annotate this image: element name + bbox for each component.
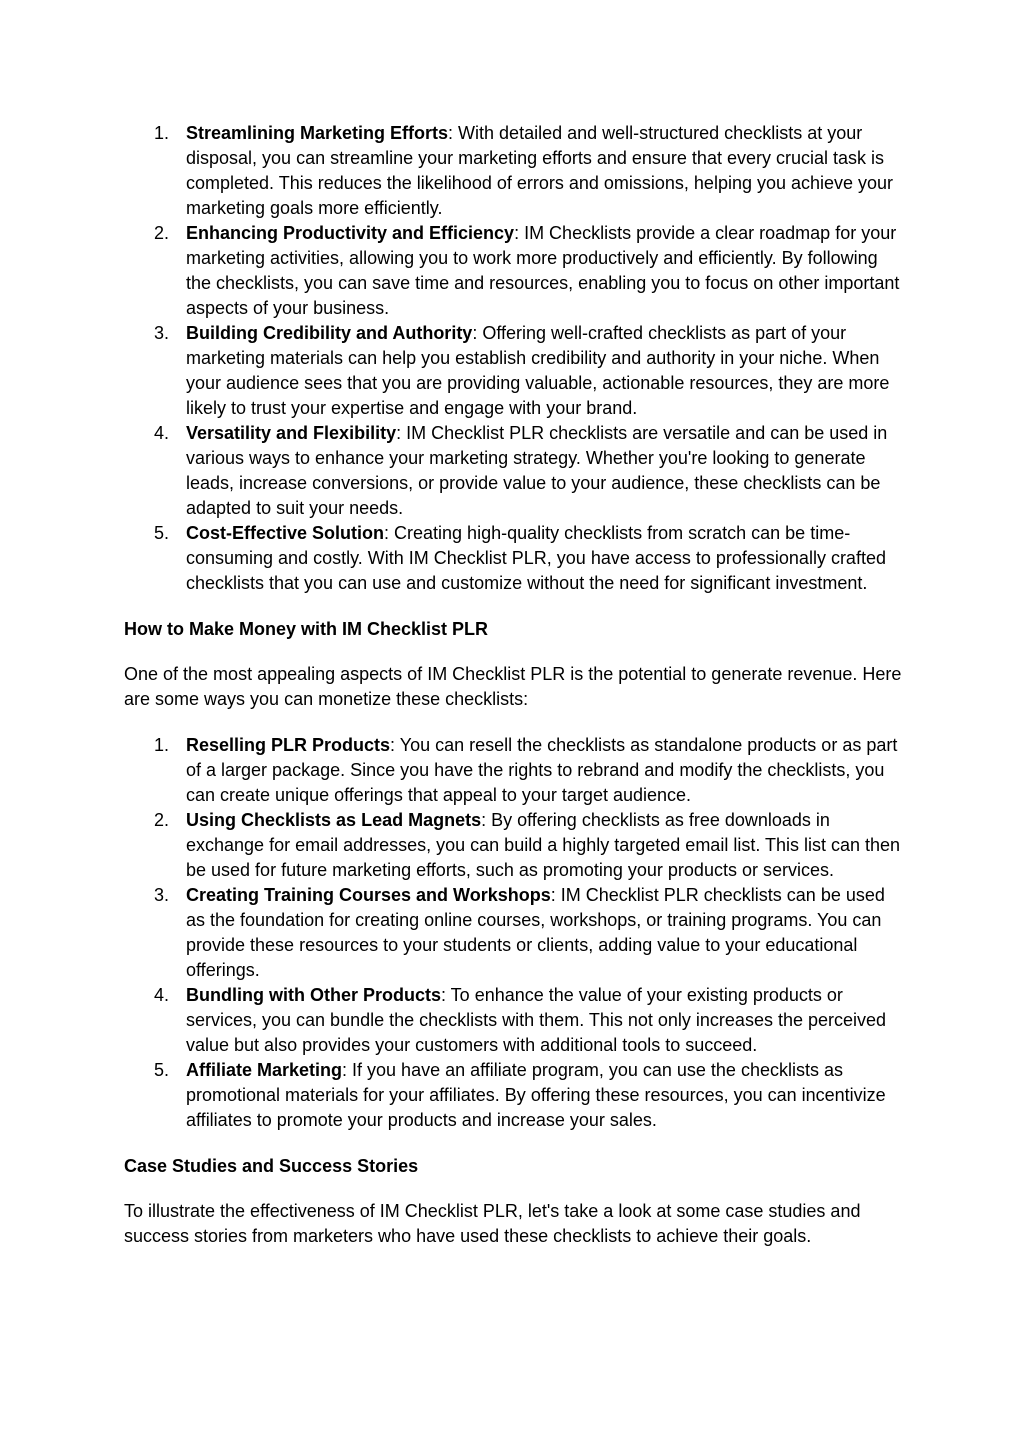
list-item-title: Enhancing Productivity and Efficiency	[186, 223, 515, 243]
list-number: 2.	[154, 223, 170, 243]
list-item	[124, 808, 904, 883]
list-item-text: : IM Checklist PLR checklists are versatile and can be used in various ways to enhance your marketing strategy. Whether you're looking to generate leads, increase conversions, or provide value to your audience, these checklists can be adapted to suit your needs.	[186, 423, 888, 518]
list-item	[124, 733, 904, 808]
list-item-text: : By offering checklists as free downloads in exchange for email addresses, you can build a highly targeted email list. This list can then be used for future marketing efforts, such as promoting your products or services.	[186, 810, 901, 880]
benefits-list	[124, 121, 904, 596]
list-number: 4.	[154, 423, 170, 443]
list-item	[124, 421, 904, 521]
list-item-title: Cost-Effective Solution	[186, 523, 385, 543]
list-number: 3.	[154, 323, 170, 343]
list-item-title: Streamlining Marketing Efforts	[186, 123, 449, 143]
list-item-title: Bundling with Other Products	[186, 985, 441, 1005]
document-page	[124, 121, 904, 1249]
list-item-title: Creating Training Courses and Workshops	[186, 885, 551, 905]
list-number: 1.	[154, 123, 170, 143]
list-item	[124, 321, 904, 421]
list-item-text: : You can resell the checklists as standalone products or as part of a larger package. Since you have the rights to rebrand and modify the checklists, you can create unique offerings that appeal to your target audience.	[186, 735, 898, 805]
list-item-title: Affiliate Marketing	[186, 1060, 343, 1080]
list-number: 3.	[154, 885, 170, 905]
list-item	[124, 883, 904, 983]
list-item-text: : Creating high-quality checklists from scratch can be time-consuming and costly. With IM Checklist PLR, you have access to professionally crafted checklists that you can use and customize without the need for significant investment.	[186, 523, 886, 593]
section-heading: How to Make Money with IM Checklist PLR	[124, 619, 489, 639]
list-item-text: : To enhance the value of your existing products or services, you can bundle the checklists with them. This not only increases the perceived value but also provides your customers with additional tools to succeed.	[186, 985, 887, 1055]
list-item-title: Versatility and Flexibility	[186, 423, 397, 443]
section-intro: To illustrate the effectiveness of IM Checklist PLR, let's take a look at some case studies and success stories from marketers who have used these checklists to achieve their goals.	[124, 1201, 861, 1246]
list-item-text: : With detailed and well-structured checklists at your disposal, you can streamline your marketing efforts and ensure that every crucial task is completed. This reduces the likelihood of errors and omissions, helping you achieve your marketing goals more efficiently.	[186, 123, 894, 218]
section-heading: Case Studies and Success Stories	[124, 1156, 419, 1176]
list-number: 5.	[154, 523, 170, 543]
list-item-title: Using Checklists as Lead Magnets	[186, 810, 482, 830]
list-item	[124, 121, 904, 221]
section-intro: One of the most appealing aspects of IM Checklist PLR is the potential to generate revenue. Here are some ways you can monetize these checklists:	[124, 664, 902, 709]
list-item-title: Building Credibility and Authority	[186, 323, 473, 343]
list-item-text: : IM Checklists provide a clear roadmap for your marketing activities, allowing you to work more productively and efficiently. By following the checklists, you can save time and resources, enabling you to focus on other important aspects of your business.	[186, 223, 900, 318]
list-number: 2.	[154, 810, 170, 830]
list-item	[124, 221, 904, 321]
list-item-text: : Offering well-crafted checklists as part of your marketing materials can help you establish credibility and authority in your niche. When your audience sees that you are providing valuable, actionable resources, they are more likely to trust your expertise and engage with your brand.	[186, 323, 890, 418]
list-number: 5.	[154, 1060, 170, 1080]
monetize-list	[124, 733, 904, 1133]
list-number: 4.	[154, 985, 170, 1005]
list-item-text: : IM Checklist PLR checklists can be used as the foundation for creating online courses, workshops, or training programs. You can provide these resources to your students or clients, adding value to your educational offerings.	[186, 885, 885, 980]
list-item	[124, 983, 904, 1058]
list-number: 1.	[154, 735, 170, 755]
list-item	[124, 521, 904, 596]
list-item-title: Reselling PLR Products	[186, 735, 391, 755]
list-item	[124, 1058, 904, 1133]
list-item-text: : If you have an affiliate program, you can use the checklists as promotional materials for your affiliates. By offering these resources, you can incentivize affiliates to promote your products and increase your sales.	[186, 1060, 886, 1130]
